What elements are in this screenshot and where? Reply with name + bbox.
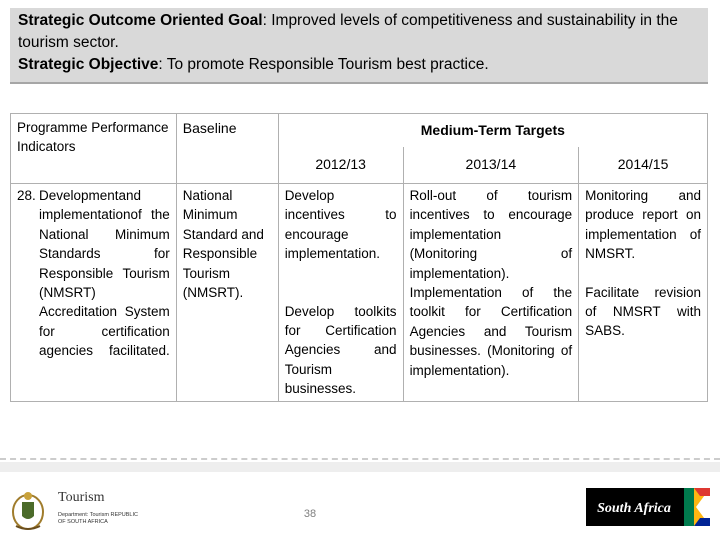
tourism-word: Tourism bbox=[58, 490, 105, 505]
target-2012-13-b: Develop toolkits for Certification Agencies and Tourism businesses. bbox=[284, 303, 397, 397]
indicator-text: Developmentand implementationof the National Minimum Standards for Responsible Tourism (NMSRT) Accreditation System for certification agencies facilitated. bbox=[39, 188, 170, 359]
table-header-row bbox=[11, 114, 708, 148]
target-2012-13-cell bbox=[278, 184, 403, 402]
target-2014-15-a: Monitoring and produce report on implementation of NMSRT. bbox=[585, 188, 701, 262]
page-number: 38 bbox=[303, 508, 317, 520]
south-africa-logo bbox=[584, 482, 712, 532]
table-row bbox=[11, 184, 708, 402]
objective-text: : To promote Responsible Tourism best practice. bbox=[158, 56, 489, 73]
target-2012-13-a: Develop incentives to encourage implementation. bbox=[284, 188, 397, 262]
strategic-goal-header bbox=[10, 8, 708, 84]
indicator-number: 28. bbox=[17, 188, 36, 203]
col-header-indicators: Programme Performance Indicators bbox=[11, 114, 177, 184]
col-header-2014-15: 2014/15 bbox=[579, 147, 708, 184]
objective-label: Strategic Objective bbox=[18, 56, 159, 73]
col-header-baseline: Baseline bbox=[176, 114, 278, 184]
goal-text: : Improved levels of competitiveness and sustainability in the tourism sector. bbox=[18, 12, 678, 51]
footer-bar bbox=[0, 462, 720, 472]
col-header-medium-term-targets: Medium-Term Targets bbox=[278, 114, 707, 148]
target-2013-14-cell bbox=[403, 184, 579, 402]
target-2013-14-a: Roll-out of tourism incentives to encourage implementation (Monitoring of implementation). bbox=[409, 188, 573, 281]
target-2013-14-b: Implementation of the toolkit for Certification Agencies and Tourism businesses. (Monitoring of implementation). bbox=[409, 285, 573, 378]
objective-line bbox=[18, 54, 700, 76]
tourism-department-logo bbox=[58, 490, 138, 526]
sa-logo-text: South Africa bbox=[597, 501, 671, 516]
col-header-2013-14: 2013/14 bbox=[403, 147, 579, 184]
tourism-subtitle: Department: Tourism REPUBLIC OF SOUTH AFRICA bbox=[58, 512, 138, 525]
target-2014-15-cell bbox=[579, 184, 708, 402]
col-header-2012-13: 2012/13 bbox=[278, 147, 403, 184]
indicator-cell bbox=[11, 184, 177, 402]
coat-of-arms-icon bbox=[8, 488, 48, 532]
baseline-text: National Minimum Standard and Responsible Tourism (NMSRT). bbox=[182, 188, 264, 301]
targets-table bbox=[10, 113, 708, 402]
baseline-cell bbox=[176, 184, 278, 402]
goal-label: Strategic Outcome Oriented Goal bbox=[18, 12, 263, 29]
target-2014-15-b: Facilitate revision of NMSRT with SABS. bbox=[585, 284, 701, 339]
goal-line bbox=[18, 10, 700, 54]
footer-divider bbox=[0, 458, 720, 460]
